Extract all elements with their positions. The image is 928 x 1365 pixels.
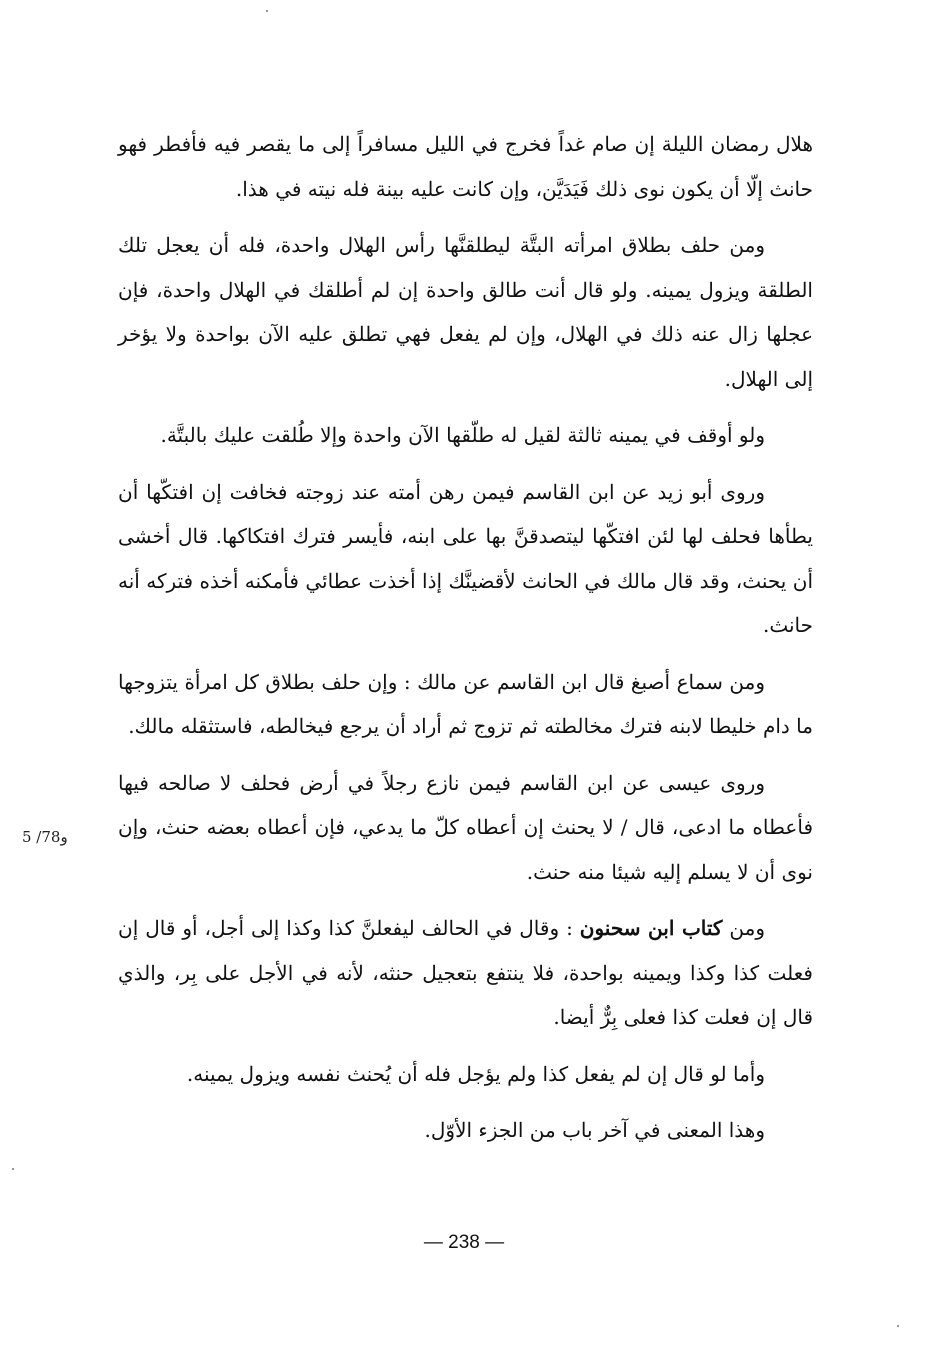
paragraph-5: ومن سماع أصبغ قال ابن القاسم عن مالك : وإن حلف بطلاق كل امرأة يتزوجها ما دام خليطا لابنه فترك مخالطته ثم تزوج ثم أراد أن يرجع فيخالطه، فاستثقله مالك. (118, 669, 813, 738)
paragraph-8: وأما لو قال إن لم يفعل كذا ولم يؤجل فله أن يُحنث نفسه ويزول يمينه. (186, 1061, 765, 1086)
margin-folio-note: 5 /78و (22, 828, 68, 846)
scan-speck (897, 1325, 899, 1327)
paragraph-2: ومن حلف بطلاق امرأته البتَّة ليطلقنَّها رأس الهلال واحدة، فله أن يعجل تلك الطلقة ويزول يمينه. ولو قال أنت طالق واحدة إن لم أطلقك في الهلال واحدة، فإن عجلها زال عنه ذلك في الهلال، وإن لم يفعل فهي تطلق عليه الآن بواحدة ولا يؤخر إلى الهلال. (118, 233, 813, 391)
paragraph-1: هلال رمضان الليلة إن صام غداً فخرج في الليل مسافراً إلى ما يقصر فيه فأفطر فهو حانث إلّا أن يكون نوى ذلك فَيَدَيَّن، وإن كانت عليه بينة فله نيته في هذا. (118, 132, 813, 201)
scan-speck (266, 10, 268, 12)
paragraph-6: وروى عيسى عن ابن القاسم فيمن نازع رجلاً في أرض فحلف لا صالحه فيها فأعطاه ما ادعى، قال / لا يحنث إن أعطاه كلّ ما يدعي، فإن أعطاه بعضه حنث، وإن نوى أن لا يسلم إليه شيئا منه حنث. (118, 770, 813, 884)
book-title: كتاب ابن سحنون (579, 916, 723, 940)
paragraph-7-text: : وقال في الحالف ليفعلنَّ كذا وكذا إلى أجل، أو قال إن فعلت كذا وكذا ويمينه بواحدة، فلا ينتفع بتعجيل حنثه، لأنه في الأجل على بِر، والذي قال إن فعلت كذا فعلى بِرٌّ أيضا. (118, 916, 813, 1029)
paragraph-7-prefix: ومن (722, 916, 765, 940)
paragraph-9: وهذا المعنى في آخر باب من الجزء الأوّل. (424, 1118, 765, 1142)
paragraph-4: وروى أبو زيد عن ابن القاسم فيمن رهن أمته عند زوجته فخافت إن افتكّها أن يطأها فحلف لها لئن افتكّها ليتصدقنَّ بها على ابنه، فأيسر فترك افتكاكها. قال أخشى أن يحنث، وقد قال مالك في الحانث لأقضينَّك إذا أخذت عطائي فأمكنه أخذه فتركه أنه حانث. (118, 479, 813, 637)
paragraph-3: ولو أوقف في يمينه ثالثة لقيل له طلّقها الآن واحدة وإلا طُلقت عليك بالبتَّة. (160, 423, 765, 447)
paragraph-7 (118, 906, 813, 1040)
body-text (118, 122, 813, 1165)
scan-speck (12, 1168, 14, 1170)
page-number: — 238 — (423, 1232, 505, 1253)
